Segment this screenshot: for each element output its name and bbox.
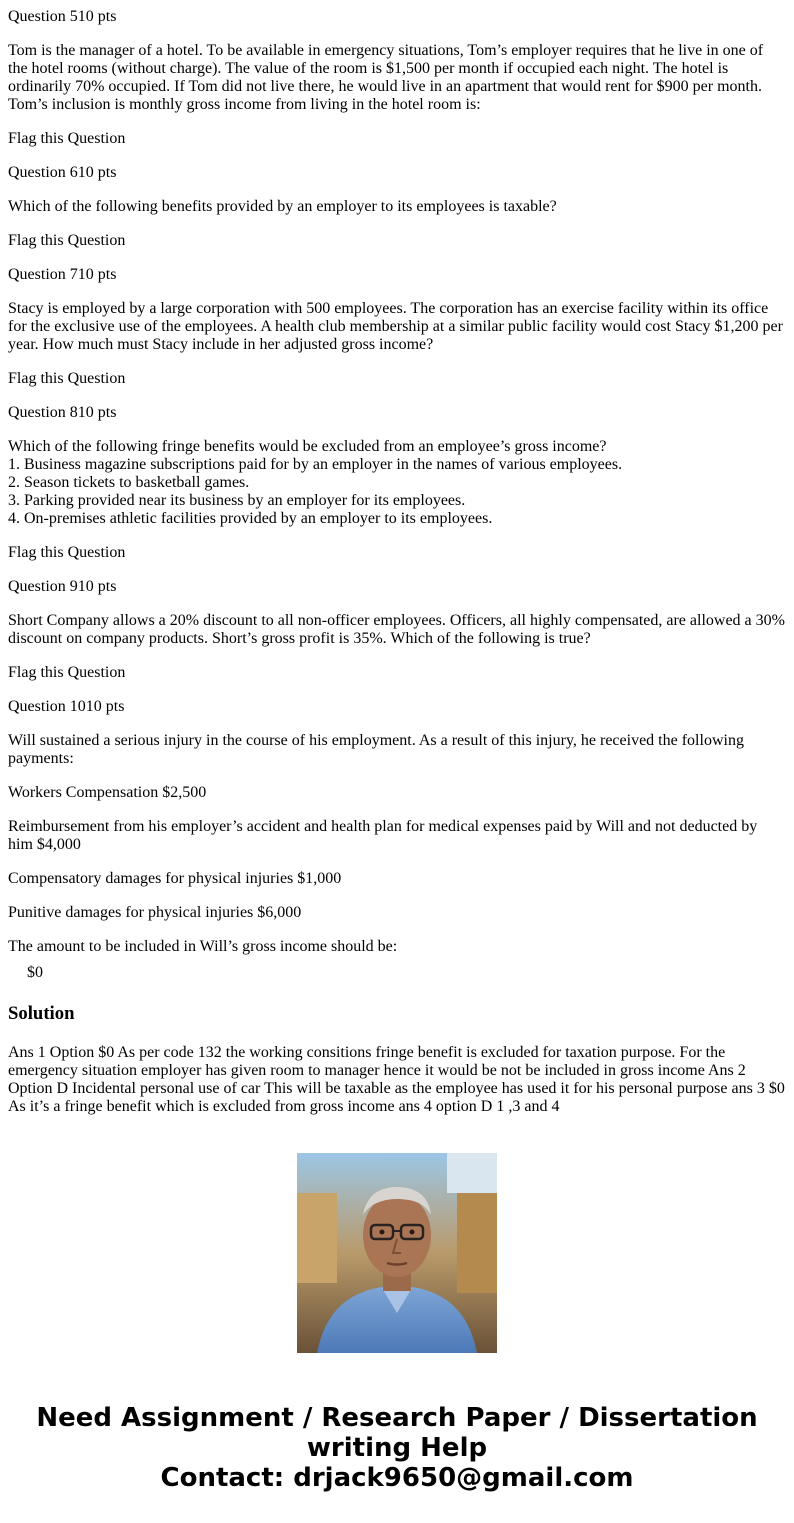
question-8 <box>8 404 786 562</box>
question-title: Question 910 pts <box>8 578 117 595</box>
document-content <box>8 8 786 1115</box>
payment-item: Punitive damages for physical injuries $6,000 <box>8 904 302 921</box>
question-title: Question 710 pts <box>8 266 117 283</box>
promo-banner <box>0 1403 794 1493</box>
question-title: Question 1010 pts <box>8 698 125 715</box>
question-5 <box>8 8 786 148</box>
payment-item: Compensatory damages for physical injuries $1,000 <box>8 870 342 887</box>
promo-line-2: writing Help <box>306 1433 488 1463</box>
payment-item: Workers Compensation $2,500 <box>8 784 207 801</box>
question-body: Tom is the manager of a hotel. To be available in emergency situations, Tom’s employer requires that he live in one of the hotel rooms (without charge). The value of the room is $1,500 per month if occupied each night. The hotel is ordinarily 70% occupied. If Tom did not live there, he would live in an apartment that would rent for $900 per month. Tom’s inclusion is monthly gross income from living in the hotel room is: <box>8 42 764 113</box>
payment-item: Reimbursement from his employer’s accident and health plan for medical expenses paid by Will and not deducted by him $4,000 <box>8 818 758 853</box>
flag-question-link[interactable]: Flag this Question <box>8 130 126 147</box>
question-body: Will sustained a serious injury in the course of his employment. As a result of this injury, he received the following payments: <box>8 732 744 767</box>
question-10 <box>8 698 786 982</box>
question-title: Question 510 pts <box>8 8 117 25</box>
question-title: Question 610 pts <box>8 164 117 181</box>
flag-question-link[interactable]: Flag this Question <box>8 370 126 387</box>
question-body: Short Company allows a 20% discount to all non-officer employees. Officers, all highly compensated, are allowed a 30% discount on company products. Short’s gross profit is 35%. Which of the following is true? <box>8 612 785 647</box>
flag-question-link[interactable]: Flag this Question <box>8 544 126 561</box>
question-title: Question 810 pts <box>8 404 117 421</box>
flag-question-link[interactable]: Flag this Question <box>8 664 126 681</box>
author-photo <box>297 1153 497 1353</box>
question-body: Stacy is employed by a large corporation with 500 employees. The corporation has an exercise facility within its office for the exclusive use of the employees. A health club membership at a similar public facility would cost Stacy $1,200 per year. How much must Stacy include in her adjusted gross income? <box>8 300 783 353</box>
answer-value: $0 <box>27 964 43 981</box>
list-item: 4. On-premises athletic facilities provided by an employer to its employees. <box>8 510 493 527</box>
solution-heading: Solution <box>8 1003 75 1024</box>
question-body: Which of the following benefits provided by an employer to its employees is taxable? <box>8 198 557 215</box>
list-item: 2. Season tickets to basketball games. <box>8 474 250 491</box>
question-body <box>8 438 786 528</box>
flag-question-link[interactable]: Flag this Question <box>8 232 126 249</box>
question-6 <box>8 164 786 250</box>
promo-contact[interactable]: Contact: drjack9650@gmail.com <box>160 1463 634 1493</box>
solution-text: Ans 1 Option $0 As per code 132 the working consitions fringe benefit is excluded for taxation purpose. For the emergency situation employer has given room to manager hence it would be not be included in gross income Ans 2 Option D Incidental personal use of car This will be taxable as the employee has used it for his personal purpose ans 3 $0 As it’s a fringe benefit which is excluded from gross income ans 4 option D 1 ,3 and 4 <box>8 1044 785 1115</box>
question-prompt: The amount to be included in Will’s gross income should be: <box>8 938 398 955</box>
list-item: 1. Business magazine subscriptions paid for by an employer in the names of various employees. <box>8 456 623 473</box>
avatar <box>297 1153 497 1353</box>
list-item: 3. Parking provided near its business by an employer for its employees. <box>8 492 466 509</box>
promo-line-1: Need Assignment / Research Paper / Dissertation <box>36 1403 758 1433</box>
question-9 <box>8 578 786 682</box>
question-prompt: Which of the following fringe benefits would be excluded from an employee’s gross income? <box>8 438 607 455</box>
question-7 <box>8 266 786 388</box>
